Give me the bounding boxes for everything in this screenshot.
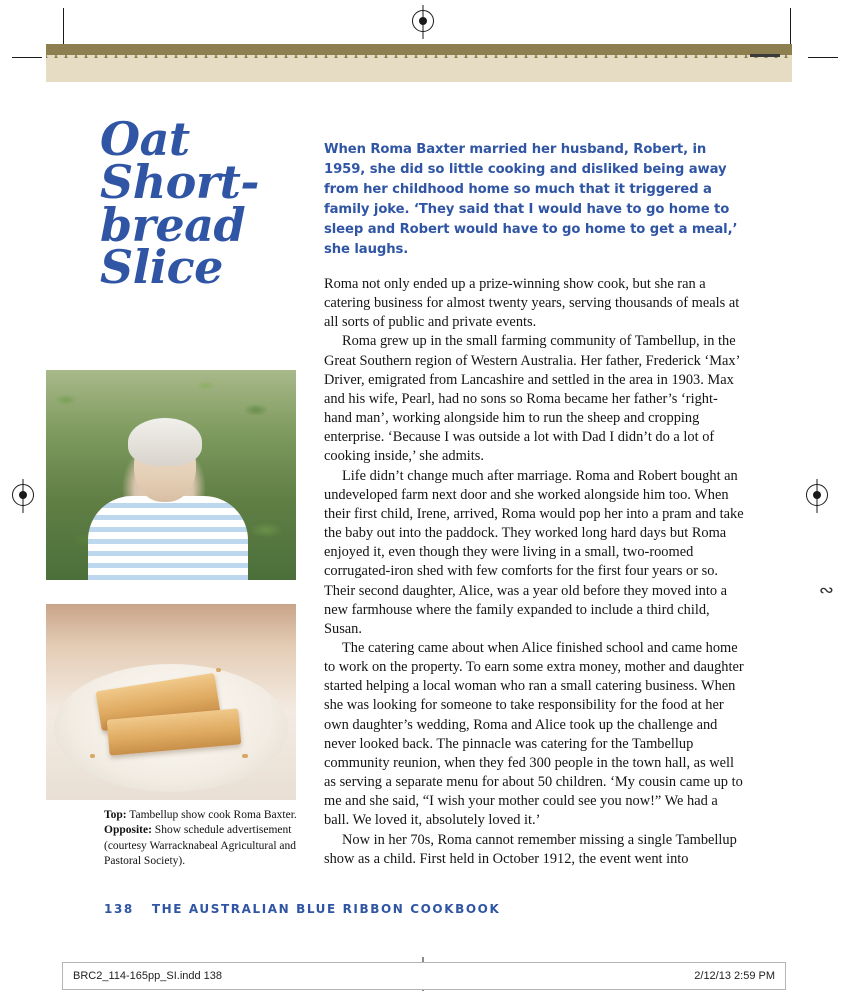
band-dash-mark	[750, 54, 780, 57]
running-head-title: THE AUSTRALIAN BLUE RIBBON COOKBOOK	[151, 902, 501, 916]
food-photo	[46, 604, 296, 800]
band-scallop-edge	[46, 55, 792, 63]
body-paragraph-3: Life didn’t change much after marriage. Roma and Robert bought an undeveloped farm next door and she worked alongside him too. When their first child, Irene, arrived, Roma would pop her into a pram and take the baby out into the paddock. They worked long hard days but Roma enjoyed it, even though they were living in a small, two-roomed corrugated-iron shed with few comforts for the first four years or so. Their second daughter, Alice, was a year old before they moved into a new farmhouse where the family expanded to include a third child, Susan.	[324, 467, 744, 637]
page-title	[100, 112, 305, 295]
decorative-top-band	[46, 44, 792, 82]
portrait-striped-shirt	[88, 496, 248, 580]
slug-bar	[62, 962, 786, 990]
body-paragraph-2: Roma grew up in the small farming community of Tambellup, in the Great Southern region of Western Australia. Her father, Frederick ‘Max’ Driver, emigrated from Lancashire and settled in the area in 1903. Max and his wife, Pearl, had no sons so Roma became her father’s ‘right-hand man’, working alongside him to run the sheep and cropping enterprise. ‘Because I was outside a lot with Dad I didn’t do a lot of cooking inside,’ she admits.	[324, 333, 740, 465]
side-registration-glyph: ∾	[818, 580, 834, 601]
crumb-1	[242, 754, 248, 758]
body-copy	[324, 275, 744, 869]
photo-caption	[104, 808, 306, 869]
body-paragraph-1: Roma not only ended up a prize-winning show cook, but she ran a catering business for almost twenty years, serving thousands of meals at all sorts of public and private events.	[324, 276, 740, 331]
caption-label-opposite: Opposite:	[104, 824, 152, 837]
caption-label-top: Top:	[104, 809, 127, 821]
slug-timestamp: 2/12/13 2:59 PM	[694, 970, 775, 982]
portrait-photo	[46, 370, 296, 580]
folio	[104, 902, 500, 916]
body-paragraph-5: Now in her 70s, Roma cannot remember missing a single Tambellup show as a child. First held in October 1912, the event went into	[324, 831, 737, 867]
crumb-3	[216, 668, 221, 672]
caption-text-top: Tambellup show cook Roma Baxter.	[126, 809, 297, 821]
title-line-2: Short-	[100, 154, 259, 209]
page-number: 138	[104, 902, 134, 916]
crumb-2	[90, 754, 95, 758]
portrait-hair	[128, 418, 202, 466]
title-line-1: Oat	[100, 112, 190, 166]
slug-filename: BRC2_114-165pp_SI.indd 138	[73, 970, 223, 982]
caption-text-opposite: Show schedule advertisement (courtesy Warracknabeal Agricultural and Pastoral Society).	[104, 824, 297, 867]
intro-paragraph: When Roma Baxter married her husband, Robert, in 1959, she did so little cooking and disliked being away from her childhood home so much that it triggered a family joke. ‘They said that I would have to go home to sleep and Robert would have to go home to get a meal,’ she laughs.	[324, 142, 738, 258]
title-line-3: bread	[100, 197, 246, 252]
title-line-4: Slice	[100, 240, 223, 295]
body-paragraph-4: The catering came about when Alice finished school and came home to work on the property. To earn some extra money, mother and daughter started helping a local woman who ran a small catering business. When she was looking for someone to take responsibility for the food at her own daughter’s wedding, Roma and Alice took up the challenge and never looked back. The pinnacle was catering for the Tambellup community reunion, when they fed 300 people in the town hall, as well as serving a separate menu for about 50 children. ‘My cousin came up to me and she said, “I wish your mother could see you now!” We had a ball. We loved it, absolutely loved it.’	[324, 639, 744, 829]
